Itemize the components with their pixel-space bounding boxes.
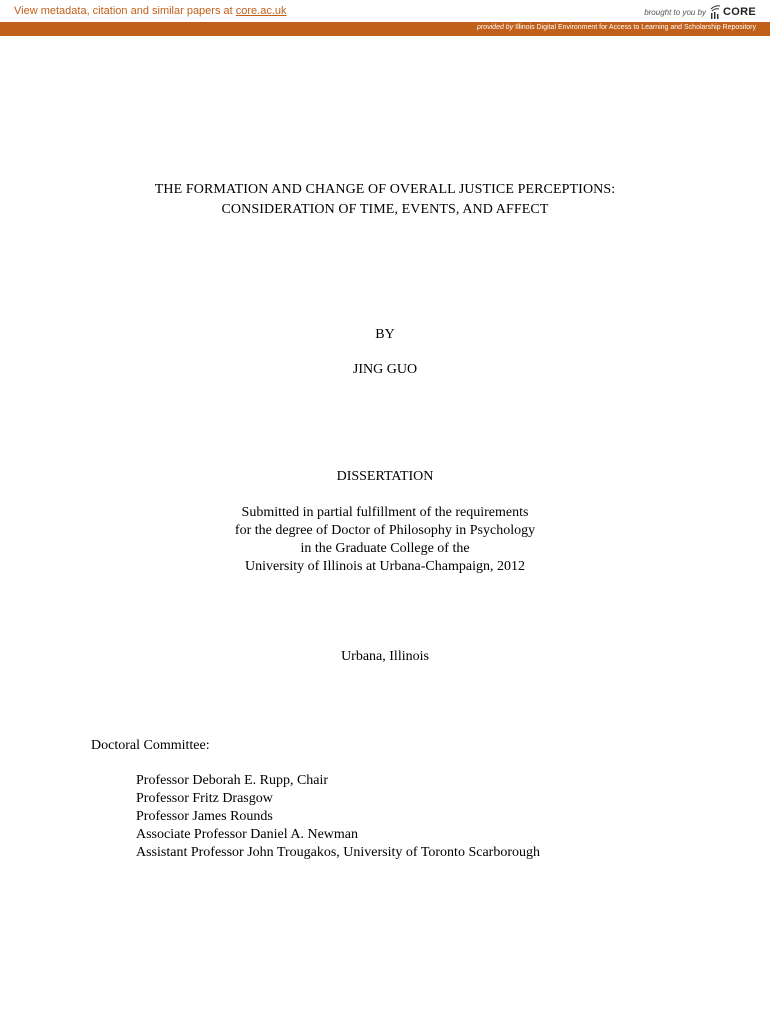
- view-metadata-text: [14, 5, 287, 17]
- brought-to-you-by[interactable]: [644, 2, 756, 20]
- provided-by-label: provided by: [477, 24, 514, 31]
- core-link[interactable]: core.ac.uk: [235, 5, 287, 17]
- committee-member: Professor Deborah E. Rupp, Chair: [136, 773, 329, 788]
- core-wordmark: CORE: [723, 6, 756, 18]
- submission-line-3: in the Graduate College of the: [300, 541, 470, 556]
- committee-list: [136, 772, 540, 862]
- submission-line-4: University of Illinois at Urbana-Champaign, 2012: [245, 559, 525, 574]
- committee-member: Professor James Rounds: [136, 809, 273, 824]
- committee-member: Associate Professor Daniel A. Newman: [136, 827, 359, 842]
- core-provided-bar: [0, 22, 770, 36]
- core-banner: [0, 0, 770, 22]
- committee-heading: Doctoral Committee:: [91, 738, 210, 753]
- submission-line-1: Submitted in partial fulfillment of the requirements: [241, 505, 529, 520]
- title-line-2: CONSIDERATION OF TIME, EVENTS, AND AFFECT: [221, 202, 549, 217]
- by-label: BY: [375, 327, 395, 342]
- core-logo-icon: [709, 4, 721, 20]
- provided-by-text: [477, 24, 756, 31]
- title-line-1: THE FORMATION AND CHANGE OF OVERALL JUSTICE PERCEPTIONS:: [154, 182, 616, 197]
- document-type: DISSERTATION: [336, 469, 434, 484]
- submission-line-2: for the degree of Doctor of Philosophy in Psychology: [234, 523, 536, 538]
- brought-to-you-label: brought to you by: [644, 8, 707, 17]
- committee-member: Assistant Professor John Trougakos, University of Toronto Scarborough: [136, 845, 540, 860]
- view-metadata-label: View metadata, citation and similar papers at: [14, 5, 236, 17]
- committee-member: Professor Fritz Drasgow: [136, 791, 273, 806]
- author-name: JING GUO: [352, 362, 418, 377]
- submission-statement: [0, 504, 770, 576]
- location: Urbana, Illinois: [341, 649, 429, 664]
- dissertation-title: [0, 180, 770, 220]
- repository-name[interactable]: Illinois Digital Environment for Access to Learning and Scholarship Repository: [513, 24, 756, 31]
